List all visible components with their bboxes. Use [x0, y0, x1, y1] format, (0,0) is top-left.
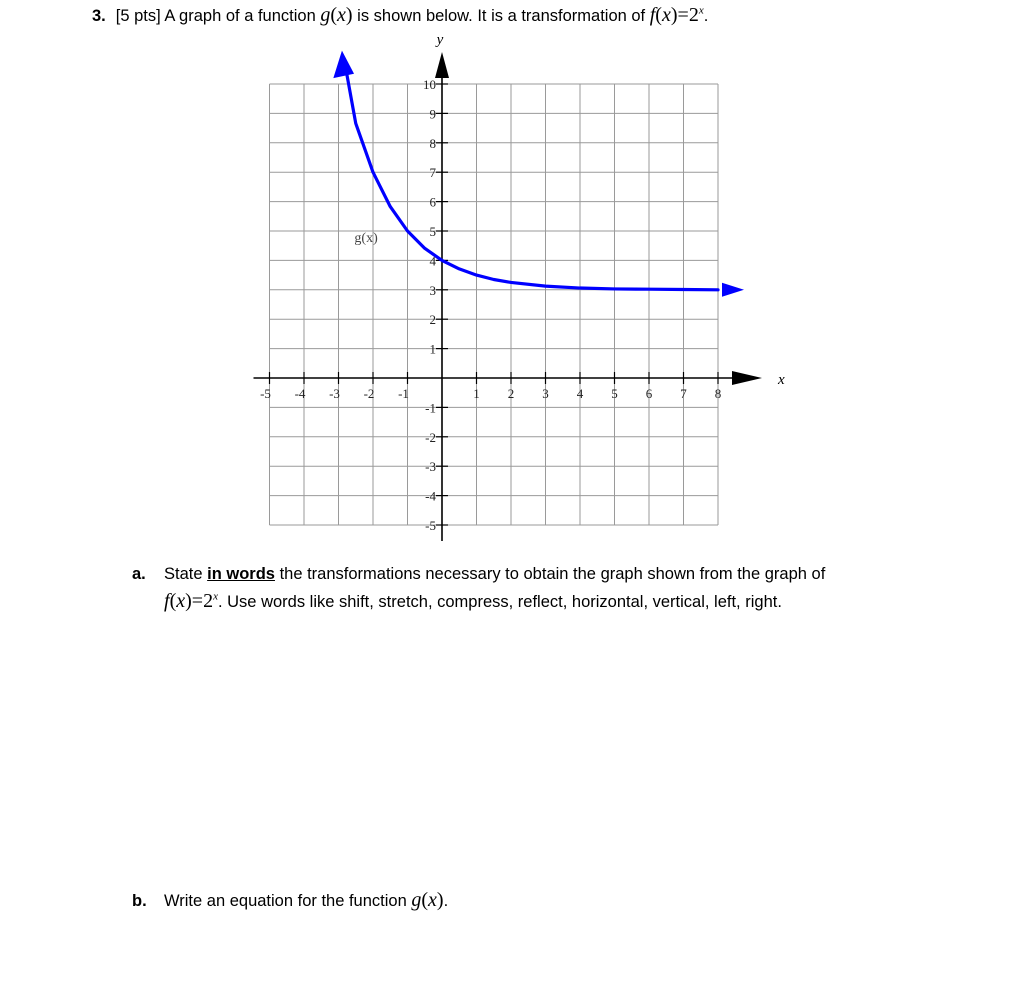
part-a-text3: . Use words like shift, stretch, compress, reflect, horizontal, vertical, left, right. [217, 593, 782, 611]
x-tick-label: 8 [714, 386, 722, 401]
x-tick-label: -4 [294, 386, 306, 401]
y-tick-label: -5 [425, 518, 436, 533]
y-tick-label: 5 [429, 224, 436, 239]
series-layer [333, 51, 744, 297]
x-tick-label: -3 [329, 386, 340, 401]
part-a-emphasis: in words [207, 565, 275, 583]
x-tick-label: -1 [398, 386, 409, 401]
part-a-line2 [164, 590, 782, 613]
x-tick-label: -5 [260, 386, 271, 401]
x-tick-label: 5 [611, 386, 618, 401]
x-tick-label: 1 [473, 386, 480, 401]
y-tick-label: -3 [425, 459, 436, 475]
g-curve-arrow-up [333, 51, 354, 79]
g-of-x-math-b: g(x) [411, 889, 444, 911]
x-tick-label: 3 [542, 386, 549, 401]
y-tick-label: 3 [429, 282, 436, 298]
y-tick-label: -2 [425, 429, 436, 445]
y-axis-arrow [435, 52, 449, 78]
y-axis-label: y [436, 32, 444, 48]
f-of-x-math: $f(x)=2^x$ [649, 4, 704, 26]
g-of-x-math: g(x) [320, 4, 353, 26]
f-of-x-math-a: $f(x)=2^x$ [164, 590, 218, 612]
y-tick-label: 6 [429, 194, 436, 210]
part-a-text2: the transformations necessary to obtain the graph shown from the graph of [279, 565, 826, 583]
question-intro: [5 pts] A graph of a function [115, 7, 316, 25]
y-tick-label: 2 [429, 312, 436, 328]
g-curve-arrow-right [722, 283, 744, 297]
question-middle: is shown below. It is a transformation of [357, 7, 646, 25]
x-tick-label: 4 [576, 386, 584, 401]
x-tick-label: 7 [680, 386, 687, 401]
y-tick-label: -1 [425, 400, 436, 416]
part-b [132, 889, 448, 912]
part-b-period: . [443, 892, 449, 910]
part-b-label: b. [132, 892, 147, 910]
g-curve-label: g(x) [354, 230, 378, 246]
y-tick-label: 7 [429, 165, 436, 181]
part-a-label: a. [132, 565, 146, 583]
part-b-text: Write an equation for the function [164, 892, 407, 910]
y-tick-label: 4 [429, 253, 436, 269]
x-tick-label: 2 [507, 386, 515, 401]
x-axis-arrow [732, 371, 762, 385]
part-a [132, 565, 825, 584]
x-tick-label: -2 [363, 386, 375, 401]
tick-labels [260, 77, 721, 533]
x-tick-label: 6 [645, 386, 653, 401]
y-tick-label: 9 [429, 106, 436, 122]
question-number: 3. [92, 7, 106, 25]
y-tick-label: 1 [429, 341, 436, 357]
question-end: . [703, 7, 709, 25]
y-tick-label: -4 [425, 488, 436, 504]
axes [254, 32, 786, 541]
y-tick-label: 10 [423, 77, 436, 92]
y-tick-label: 8 [429, 135, 436, 151]
x-axis-label: x [778, 372, 785, 388]
g-curve [345, 66, 718, 289]
part-a-text1: State [164, 565, 203, 583]
grid [270, 84, 719, 525]
